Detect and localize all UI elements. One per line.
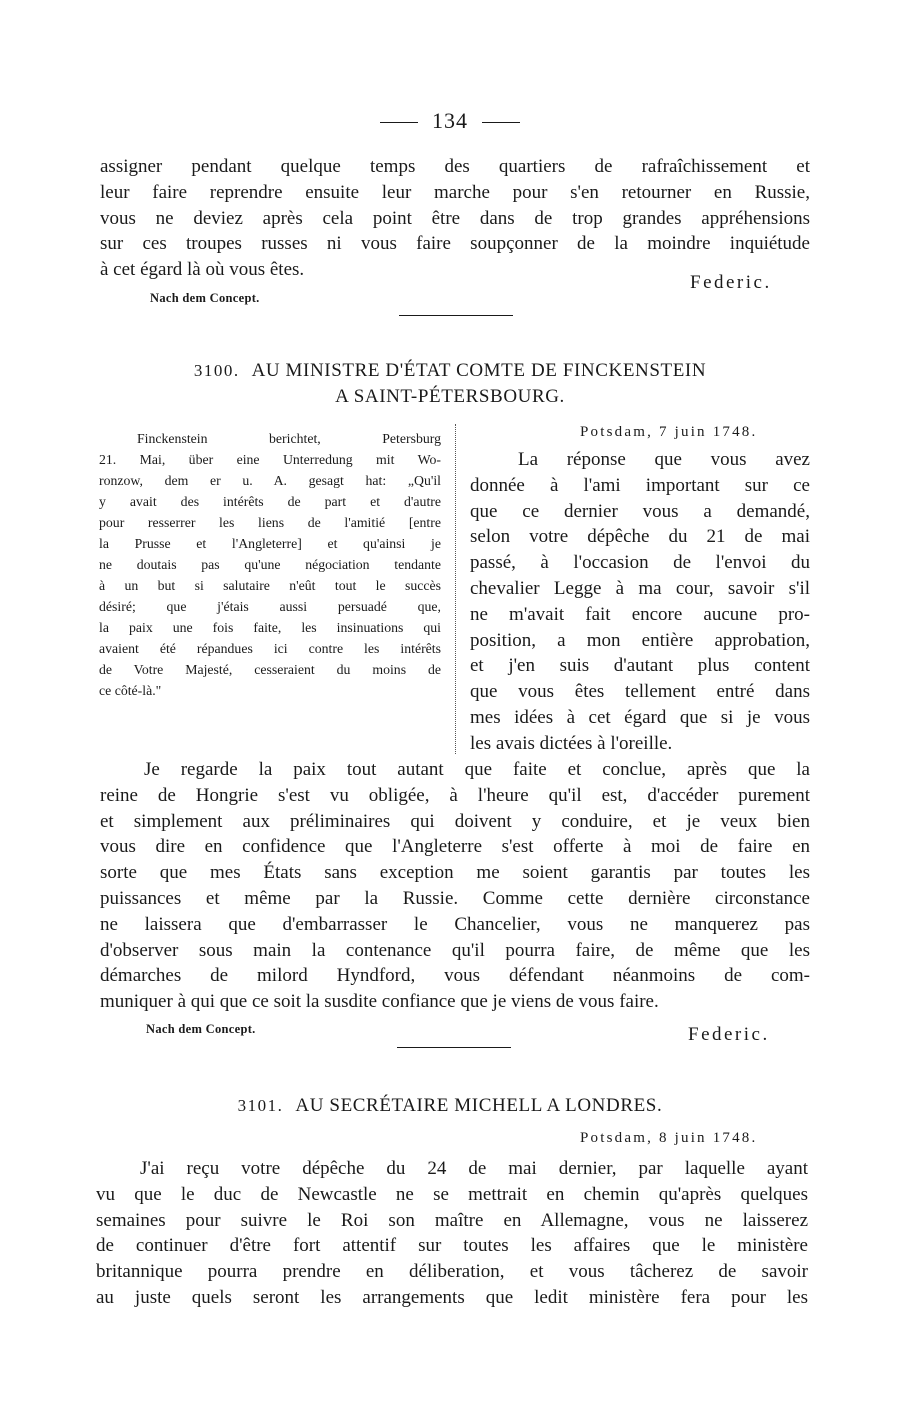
body-line: démarches de milord Hyndford, vous défendant néanmoins de com- [100,965,810,987]
body-line: vu que le duc de Newcastle ne se mettrait en chemin qu'après quelques [96,1183,808,1205]
dateline: Potsdam, 7 juin 1748. [580,424,758,440]
heading-line: AU SECRÉTAIRE MICHELL A LONDRES. [295,1095,663,1116]
summary-line: à un but si salutaire n'eût tout le succès [99,578,441,593]
page-number: 134 [432,108,468,133]
summary-line: ronzow, dem er u. A. gesagt hat: „Qu'il [99,473,441,488]
summary-line: la Prusse et l'Angleterre] et qu'ainsi je [99,536,441,551]
body-line: J'ai reçu votre dépêche du 24 de mai dernier, par laquelle ayant [140,1158,808,1179]
page-number-dash-left [380,122,418,123]
opening-line: donnée à l'ami important sur ce [470,474,810,496]
letter-opening [470,447,810,757]
signature: Federic. [688,1024,770,1045]
summary-line: ce côté-là." [99,683,162,698]
section-rule [399,315,513,316]
summary-line [99,424,441,449]
letter-number: 3100. [193,361,240,380]
letter-heading [0,358,900,384]
opening-line: les avais dictées à l'oreille. [470,732,673,754]
page-number-line [0,108,900,134]
summary-line: de Votre Majesté, cesseraient du moins de [99,662,441,677]
summary-first-line: Finckenstein berichtet, Petersburg [137,431,441,446]
opening-line: et j'en suis d'autant plus content [470,655,810,677]
dateline: Potsdam, 8 juin 1748. [580,1130,758,1146]
summary-line: avaient été répandues ici contre les intérêts [99,641,441,656]
body-line: Je regarde la paix tout autant que faite et conclue, après que la [144,759,810,780]
source-note: Nach dem Concept. [146,1022,256,1036]
body-line: semaines pour suivre le Roi son maître en Allemagne, vous ne laisserez [96,1209,808,1231]
body-line: sorte que mes États sans exception me soient garantis par toutes les [100,862,810,884]
continuation-line: assigner pendant quelque temps des quartiers de rafraîchissement et [100,156,810,177]
body-line: et simplement aux préliminaires qui doivent y conduire, et je veux bien [100,810,810,832]
opening-line: La réponse que vous avez [518,449,810,470]
letter-body [100,757,810,1015]
continuation-line: à cet égard là où vous êtes. [100,259,305,281]
opening-line: position, a mon entière approbation, [470,629,810,651]
source-note: Nach dem Concept. [150,291,260,305]
summary-line: la paix une fois faite, les insinuations qui [99,620,441,635]
section-rule [397,1047,511,1048]
summary-line: pour resserrer les liens de l'amitié [entre [99,515,441,530]
column-divider [455,424,456,754]
opening-line: que vous êtes tellement entré dans [470,681,810,703]
continuation-line: sur ces troupes russes ni vous faire soupçonner de la moindre inquiétude [100,233,810,255]
letter-heading-line2: A SAINT-PÉTERSBOURG. [335,386,565,407]
continuation-line: vous ne deviez après cela point être dans de trop grandes appréhensions [100,207,810,229]
opening-line: passé, à l'occasion de l'envoi du [470,552,810,574]
opening-line: que ce dernier vous a demandé, [470,500,810,522]
continuation-paragraph [100,154,810,283]
opening-line: chevalier Legge à ma cour, savoir s'il [470,577,810,599]
body-line: vous dire en confidence que l'Angleterre s'est offerte à moi de faire en [100,836,810,858]
page-number-dash-right [482,122,520,123]
body-line: d'observer sous main la contenance qu'il pourra faire, de même que les [100,939,810,961]
letter-body [96,1156,808,1311]
opening-line: selon votre dépêche du 21 de mai [470,526,810,548]
body-line: britannique pourra prendre en déliberation, et vous tâcherez de savoir [96,1261,808,1283]
summary-line: désiré; que j'étais aussi persuadé que, [99,599,441,614]
letter-summary [99,424,441,701]
body-line: puissances et même par la Russie. Comme cette dernière circonstance [100,887,810,909]
body-line: de continuer d'être fort attentif sur toutes les affaires que le ministère [96,1235,808,1257]
body-line: ne laissera que d'embarrasser le Chancelier, vous ne manquerez pas [100,913,810,935]
body-line: au juste quels seront les arrangements que ledit ministère fera pour les [96,1286,808,1308]
letter-number: 3101. [237,1096,284,1115]
letter-heading [0,1093,900,1119]
signature: Federic. [690,272,772,293]
summary-line: 21. Mai, über eine Unterredung mit Wo- [99,452,441,467]
body-line: reine de Hongrie s'est vu obligée, à l'heure qu'il est, d'accéder purement [100,784,810,806]
opening-line: ne m'avait fait encore aucune pro- [470,603,810,625]
heading-line: AU MINISTRE D'ÉTAT COMTE DE FINCKENSTEIN [251,360,707,381]
summary-line: y avait des intérêts de part et d'autre [99,494,441,509]
summary-line: ne doutais pas qu'une négociation tendante [99,557,441,572]
opening-line: mes idées à cet égard que si je vous [470,706,810,728]
body-line: muniquer à qui que ce soit la susdite confiance que je viens de vous faire. [100,991,659,1013]
continuation-line: leur faire reprendre ensuite leur marche pour s'en retourner en Russie, [100,181,810,203]
